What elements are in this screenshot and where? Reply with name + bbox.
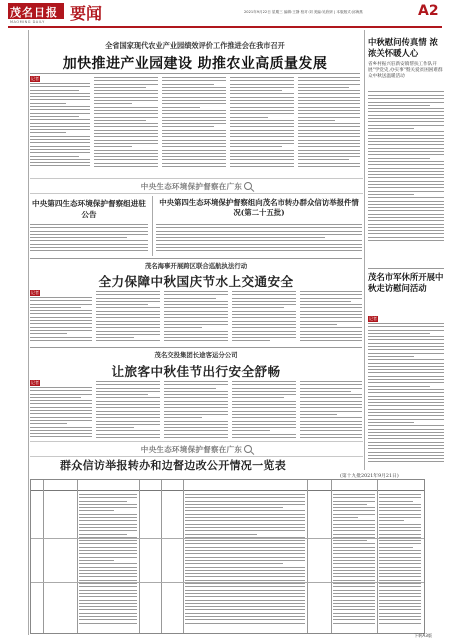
traffic-col-1 bbox=[30, 297, 92, 343]
right-top-body bbox=[368, 95, 444, 245]
bus-col-4 bbox=[232, 381, 296, 439]
section-title: 要闻 bbox=[70, 4, 103, 23]
lead-col-2 bbox=[94, 77, 158, 173]
table-col-rule bbox=[331, 480, 332, 633]
table-col-rule bbox=[139, 480, 140, 633]
right-top-headline: 中秋慰问传真情 浓浓关怀暖人心 bbox=[368, 37, 438, 58]
table-headline: 群众信访举报转办和边督边改公开情况一览表 bbox=[60, 459, 286, 472]
margin-rule bbox=[28, 30, 29, 635]
page-number: A2 bbox=[418, 3, 439, 19]
date-line: 2021年9月22日 星期三 编辑:王静 校对:刘 美编:吴欣妍 | 本版版式:邱海燕 bbox=[244, 10, 363, 14]
magnifier-icon bbox=[244, 182, 252, 190]
inspection-left-headline: 中央第四生态环境保护督察组进驻公告 bbox=[32, 199, 146, 219]
inspection-banner-2 bbox=[30, 441, 363, 457]
bus-headline: 让旅客中秋佳节出行安全舒畅 bbox=[111, 364, 281, 379]
bus-col-3 bbox=[164, 381, 228, 439]
traffic-rule bbox=[30, 347, 362, 348]
lead-col-1 bbox=[30, 83, 90, 173]
lead-col-3 bbox=[162, 77, 226, 173]
logo-text: 茂名日报 bbox=[10, 6, 58, 19]
traffic-byline: 记者 bbox=[31, 290, 39, 295]
table-cell-text bbox=[333, 494, 375, 630]
table-col-rule bbox=[377, 480, 378, 633]
traffic-col-3 bbox=[164, 291, 228, 343]
traffic-col-5 bbox=[300, 291, 362, 343]
right-column-rule bbox=[364, 30, 365, 470]
magnifier-icon-2 bbox=[244, 445, 252, 453]
lead-headline: 加快推进产业园建设 助推农业高质量发展 bbox=[62, 56, 328, 72]
traffic-col-2 bbox=[96, 291, 160, 343]
bus-col-5 bbox=[300, 381, 362, 439]
right-top-deck: 省乡村振兴驻新安镇帮扶工作队开展"学党史,办实事"暨关爱贫困困难群众中秋送温暖活动 bbox=[368, 62, 443, 79]
bus-byline: 记者 bbox=[31, 380, 39, 385]
continued-note: 下转A3版 bbox=[414, 633, 433, 638]
table-cell-text bbox=[79, 494, 137, 630]
right-mid-headline: 茂名市军休所开展中秋走访慰问活动 bbox=[368, 272, 444, 293]
right-mid-byline: 记者 bbox=[369, 316, 377, 321]
lead-kicker: 全省国家现代农业产业园绩效评价工作推进会在我市召开 bbox=[105, 41, 285, 50]
table-header-rule bbox=[31, 490, 424, 491]
logo-english: MAOMING DAILY bbox=[10, 20, 45, 24]
lead-col-4 bbox=[230, 77, 294, 173]
table-col-rule bbox=[77, 480, 78, 633]
table-cell-text bbox=[185, 494, 305, 630]
inspection-banner-text: 中央生态环境保护督察在广东 bbox=[140, 181, 243, 191]
inspection-banner bbox=[30, 178, 363, 194]
table-col-rule bbox=[161, 480, 162, 633]
bus-col-1 bbox=[30, 387, 92, 439]
bus-kicker: 茂名交投集团长途客运分公司 bbox=[154, 351, 238, 359]
inspection-left-body bbox=[30, 224, 148, 254]
traffic-headline: 全力保障中秋国庆节水上交通安全 bbox=[98, 274, 294, 289]
inspection-rule bbox=[30, 258, 362, 259]
table-col-rule bbox=[307, 480, 308, 633]
inspection-right-headline: 中央第四生态环境保护督察组向茂名市转办群众信访举报件情况(第二十五批) bbox=[159, 198, 359, 217]
masthead-rule bbox=[8, 26, 442, 28]
table-subline: (第十九批2021年9月21日) bbox=[340, 474, 399, 479]
lead-rule bbox=[30, 73, 360, 74]
inspection-right-body bbox=[156, 224, 362, 254]
table-col-rule bbox=[43, 480, 44, 633]
right-top-rule bbox=[368, 91, 444, 92]
traffic-col-4 bbox=[232, 291, 296, 343]
bus-col-2 bbox=[96, 381, 160, 439]
lead-col-5 bbox=[298, 77, 360, 173]
inspection-divider bbox=[152, 196, 153, 256]
right-mid-body bbox=[368, 323, 444, 465]
traffic-kicker: 茂名海事开展跨区联合巡航执法行动 bbox=[144, 262, 248, 270]
inspection-banner-2-text: 中央生态环境保护督察在广东 bbox=[140, 444, 243, 454]
table-cell-text bbox=[379, 494, 421, 630]
lead-byline: 记者 bbox=[31, 76, 39, 81]
right-mid-rule bbox=[368, 268, 444, 269]
table-col-rule bbox=[183, 480, 184, 633]
masthead bbox=[0, 0, 450, 24]
complaints-table bbox=[30, 479, 425, 634]
